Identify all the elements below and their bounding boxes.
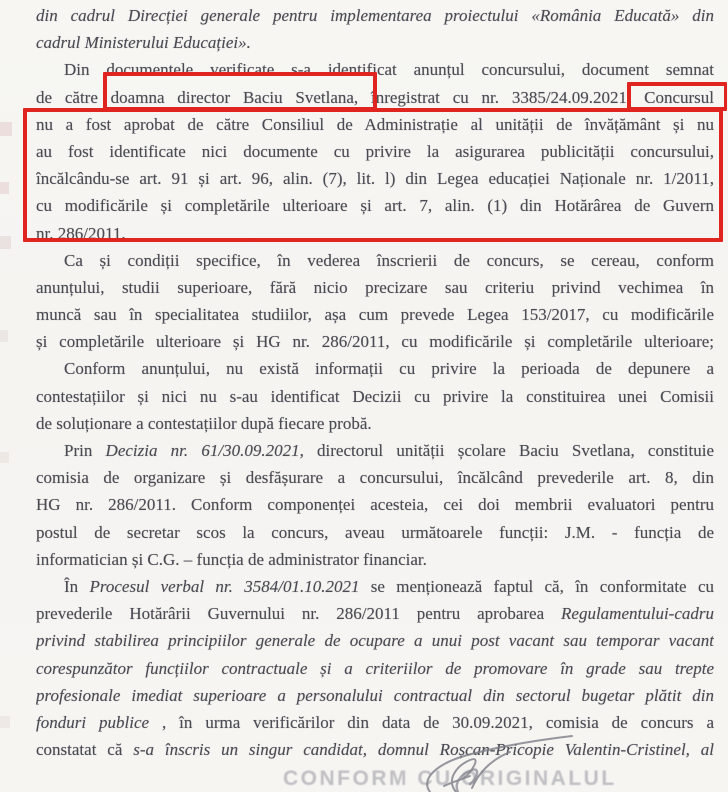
text-segment: , în urma verificărilor din data de 30.09.2021, comisia de concurs a <box>149 712 714 732</box>
text-segment: prevederile Hotărârii Guvernului nr. 286/2011 pentru aprobarea <box>36 604 562 624</box>
text-segment: din cadrul Direcției generale pentru implementarea proiectului «România Educată» din <box>36 6 714 25</box>
text-segment: profesionale imediat superioare a personalului contractual din sectorul bugetar plătit din <box>36 685 714 705</box>
annotation-box-baciu-svetlana <box>103 72 377 111</box>
text-segment: HG nr. 286/2011. Conform componenței acesteia, cei doi membrii evaluatori pentru <box>36 495 714 515</box>
text-segment: , directorul unității școlare Baciu Svetlana, constituie <box>299 441 714 460</box>
text-segment: postul de secretar scos la concurs, aveau următoarele funcții: J.M. - funcția de <box>36 522 714 542</box>
text-segment: Procesul verbal nr. 3584/01.10.2021 <box>89 576 360 596</box>
text-line <box>36 464 714 491</box>
text-segment: s-a înscris un singur candidat, domnul Roșcan-Pricopie Valentin-Cristinel, al <box>133 740 714 760</box>
annotation-box-concursul <box>627 82 727 111</box>
text-line <box>36 573 714 600</box>
text-line <box>36 355 714 382</box>
text-line <box>36 383 714 410</box>
text-segment: de către doamna director Baciu Svetlana, înregistrat cu nr. 3385/24.09.2021. Concursul <box>36 87 714 107</box>
text-segment: cadrul Ministerului Educației». <box>36 33 251 53</box>
text-segment: cu modificările și completările ulterioare și art. 7, alin. (1) din Hotărârea de Guvern <box>36 196 714 216</box>
text-line <box>36 627 714 654</box>
text-segment: informatician și C.G. – funcția de administrator financiar. <box>36 549 427 569</box>
text-line <box>36 519 714 546</box>
text-segment: corespunzător funcțiilor contractuale și a criteriilor de promovare în grade sau trepte <box>36 658 714 678</box>
conform-stamp: CONFORM CU ORIGINALUL <box>283 767 617 790</box>
text-line <box>36 682 714 709</box>
text-segment: constatat că <box>36 740 134 760</box>
text-segment: Din documentele verificate s-a identificat anunțul concursului, document semnat <box>64 60 714 80</box>
text-line <box>36 2 714 29</box>
text-segment: În <box>64 576 90 596</box>
text-line <box>36 600 714 627</box>
text-line <box>36 301 714 328</box>
text-segment: privind stabilirea principiilor generale de ocupare a unui post vacant sau temporar vacant <box>36 631 714 651</box>
text-line <box>36 709 714 736</box>
text-segment: muncă sau în specialitatea studiilor, așa cum prevede Legea 153/2017, cu modificările <box>36 305 714 325</box>
text-segment: au fost identificate nici documente cu privire la asigurarea publicității concursului, <box>36 141 714 161</box>
text-line <box>36 328 714 355</box>
text-segment: încălcându-se art. 91 și art. 96, alin. (7), lit. l) din Legea educației Naționale nr. 1/2011, <box>36 169 714 189</box>
text-segment: se menționează faptul că, în conformitate cu <box>359 576 714 596</box>
text-segment: contestațiilor și nici nu s-au identificat Decizii cu privire la constituirea unei Comisii <box>36 386 714 406</box>
text-segment: de soluționare a contestațiilor după fiecare probă. <box>36 413 372 433</box>
text-segment: și completările ulterioare și HG nr. 286/2011, cu modificările și completările ulterioare; <box>36 332 714 352</box>
text-segment: Decizia nr. 61/30.09.2021 <box>105 441 300 460</box>
text-line <box>36 736 714 763</box>
text-segment: Ca și condiții specifice, în vederea înscrierii de concurs, se cereau, conform <box>64 250 714 270</box>
text-segment: anunțului, studii superioare, fără nicio precizare sau criteriu privind vechimea în <box>36 277 714 297</box>
text-segment: Prin <box>64 441 106 460</box>
text-line <box>36 437 714 464</box>
text-line <box>36 655 714 682</box>
text-line <box>36 274 714 301</box>
text-line <box>36 247 714 274</box>
text-line <box>36 29 714 56</box>
text-line <box>36 410 714 437</box>
text-segment: Conform anunțului, nu există informații cu privire la perioada de depunere a <box>64 359 714 379</box>
text-segment: comisia de organizare și desfășurare a concursului, încălcând prevederile art. 8, din <box>36 468 714 488</box>
text-line <box>36 491 714 518</box>
text-segment: Regulamentului-cadru <box>561 604 714 624</box>
text-line <box>36 546 714 573</box>
text-segment: nu a fost aprobat de către Consiliul de Administrație al unității de învățământ și nu <box>36 114 714 134</box>
text-segment: nr. 286/2011. <box>36 223 126 243</box>
annotation-box-paragraph <box>23 108 723 242</box>
text-segment: fonduri publice <box>36 712 150 732</box>
